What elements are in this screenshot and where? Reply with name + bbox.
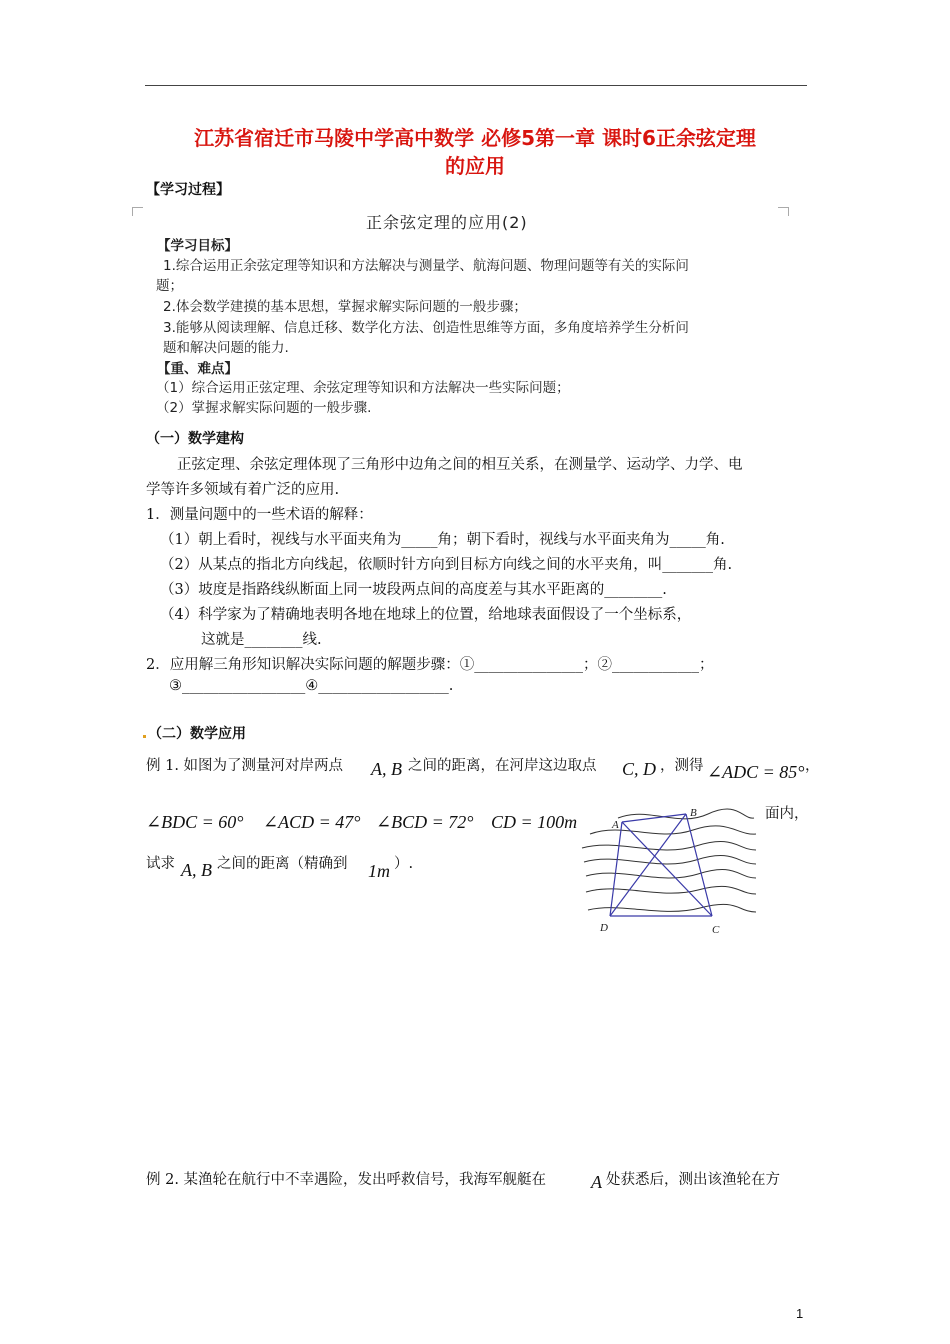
example1-cd-length: CD = 100m [491,812,578,832]
segment-ac [622,822,712,916]
example2-text-b: 处获悉后，测出该渔轮在方 [606,1172,780,1188]
point-label-a: A [612,819,619,831]
point-label-c: C [712,924,720,936]
term-sub-2: （2）从某点的指北方向线起，依顺时针方向到目标方向线之间的水平夹角，叫_______角. [160,557,733,573]
section1-intro-2: 学等许多领域有着广泛的应用. [146,482,340,498]
point-label-b: B [690,807,697,819]
example1-ask-unit: 1m [368,861,390,881]
example1-points-cd: C, D [622,759,657,779]
river-wave-1 [618,809,754,819]
image-corner-tl [132,207,143,216]
key-2: （2）掌握求解实际问题的一般步骤. [156,400,372,416]
key-heading: 【重、难点】 [157,361,238,377]
example1-angle-adc: ∠ADC = 85° [707,762,805,782]
example1-angle-bcd: ∠BCD = 72° [376,812,474,832]
title-line-1: 江苏省宿迁市马陵中学高中数学 必修5第一章 课时6正余弦定理 [194,126,756,150]
goal-1b: 题； [156,278,183,294]
goal-2: 2.体会数学建摸的基本思想，掌握求解实际问题的一般步骤； [163,299,527,315]
example1-points-ab: A, B [371,759,402,779]
process-heading: 【学习过程】 [146,182,230,198]
section1-intro-1: 正弦定理、余弦定理体现了三角形中边角之间的相互关系，在测量学、运动学、力学、电 [177,457,743,473]
goal-1a: 1.综合运用正余弦定理等知识和方法解决与测量学、航海问题、物理问题等有关的实际问 [163,258,689,274]
document-title [140,124,810,180]
example2-text-a: 例 2. 某渔轮在航行中不幸遇险，发出呼救信号，我海军舰艇在 [146,1172,547,1188]
example1-ask-a: 试求 [146,856,175,872]
goal-3a: 3.能够从阅读理解、信息迁移、数学化方法、创造性思维等方面，多角度培养学生分析问 [163,320,689,336]
title-line-2: 的应用 [445,154,505,178]
section1-heading: （一）数学建构 [146,431,244,447]
term-sub-1: （1）朝上看时，视线与水平面夹角为_____角；朝下看时，视线与水平面夹角为_____角. [160,532,725,548]
point-label-d: D [600,922,608,934]
steps-item-2b: ③_________________④__________________. [169,678,454,694]
example1-angle-bdc: ∠BDC = 60° [146,812,244,832]
term-sub-4a: （4）科学家为了精确地表明各地在地球上的位置，给地球表面假设了一个坐标系， [160,607,692,623]
steps-item-2a: 2．应用解三角形知识解决实际问题的解题步骤：①_______________；②____________； [146,657,714,673]
river-figure [578,798,758,938]
example1-ask-b: 之间的距离（精确到 [217,856,348,872]
example1-comma: ， [805,758,820,774]
river-wave-6 [586,886,756,894]
example1-angle-acd: ∠ACD = 47° [263,812,361,832]
river-wave-4 [584,856,756,864]
example2-point-a: A [591,1172,602,1192]
header-rule [145,85,807,86]
goal-3b: 题和解决问题的能力. [163,340,289,356]
example1-text-c: ，测得 [660,758,704,774]
term-sub-3: （3）坡度是指路线纵断面上同一坡段两点间的高度差与其水平距离的________. [160,582,667,598]
section2-heading: （二）数学应用 [148,726,246,742]
marker-dot [143,735,146,738]
river-wave-3 [582,842,756,850]
example1-ask-points: A, B [181,860,212,880]
term-sub-4b: 这就是________线. [201,632,322,648]
example1-text-a: 例 1. 如图为了测量河对岸两点 [146,758,344,774]
example1-text-b: 之间的距离，在河岸这边取点 [408,758,597,774]
image-corner-tr [778,207,789,216]
example1-ask-c: ）. [394,856,414,872]
embedded-title: 正余弦定理的应用(2) [366,213,528,232]
example1-tail: 面内， [765,806,809,822]
key-1: （1）综合运用正弦定理、余弦定理等知识和方法解决一些实际问题； [156,380,570,396]
segment-bc [686,814,712,916]
goals-heading: 【学习目标】 [157,238,238,254]
term-item-1: 1．测量问题中的一些术语的解释： [146,507,373,523]
page-number: 1 [796,1306,804,1321]
